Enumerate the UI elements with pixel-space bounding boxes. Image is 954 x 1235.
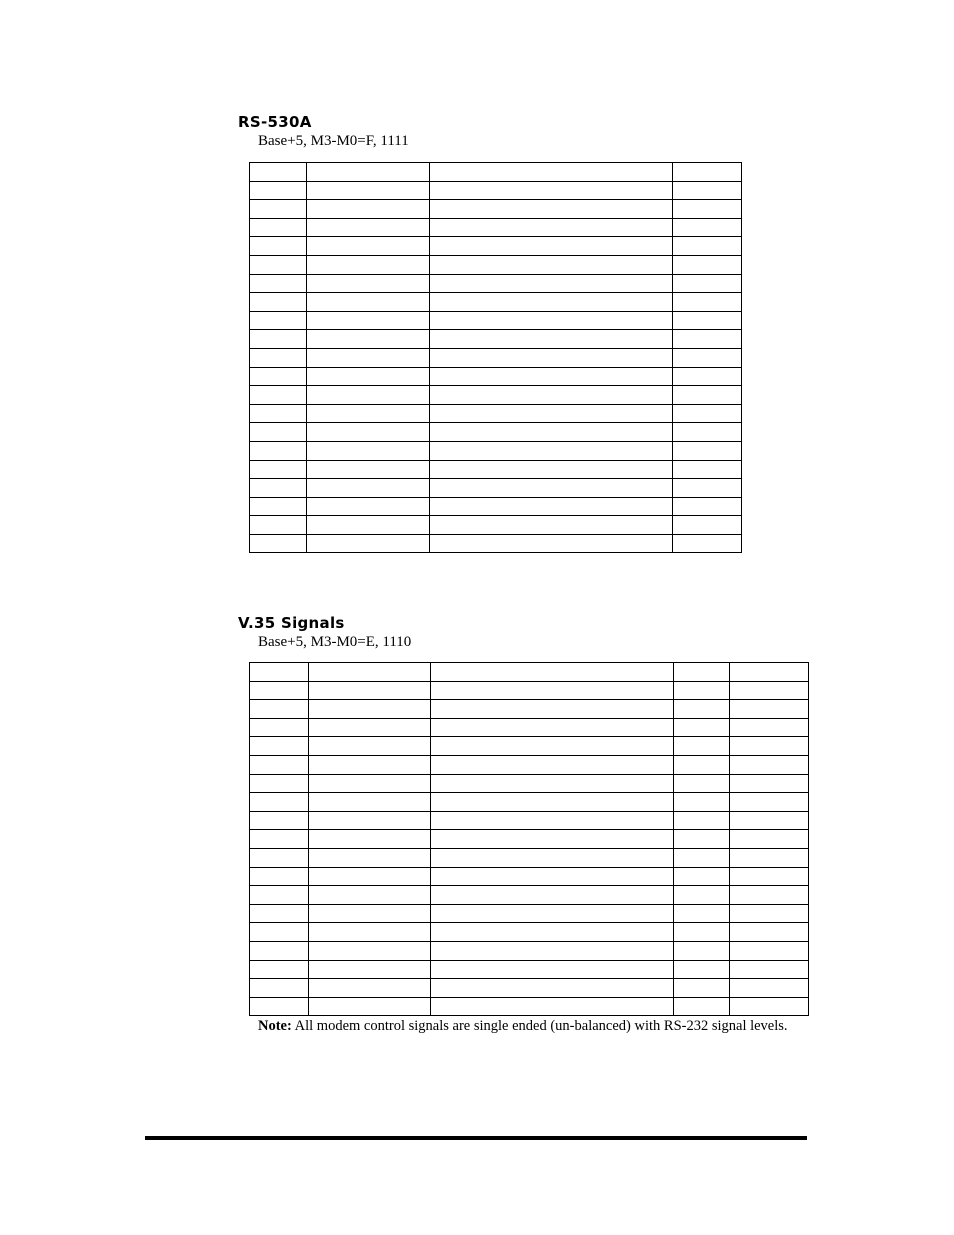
table-cell [309, 886, 431, 905]
table-cell [673, 274, 742, 293]
table-cell [730, 941, 809, 960]
table-cell [430, 534, 673, 553]
table-row [250, 367, 742, 386]
table-cell [309, 755, 431, 774]
table-row [250, 811, 809, 830]
table-cell [307, 367, 430, 386]
table-cell [674, 718, 730, 737]
table-cell [673, 534, 742, 553]
table-cell [431, 923, 674, 942]
table-cell [431, 793, 674, 812]
table-cell [730, 904, 809, 923]
table-cell [250, 886, 309, 905]
table-row [250, 237, 742, 256]
table-cell [309, 774, 431, 793]
table-cell [307, 181, 430, 200]
table-row [250, 941, 809, 960]
table-cell [430, 200, 673, 219]
table-cell [250, 755, 309, 774]
table-cell [250, 516, 307, 535]
table-cell [730, 718, 809, 737]
table-row [250, 218, 742, 237]
rs530a-heading: RS-530A [238, 113, 312, 131]
table-cell [250, 923, 309, 942]
table-cell [309, 923, 431, 942]
table-cell [730, 811, 809, 830]
table-cell [307, 404, 430, 423]
table-cell [431, 867, 674, 886]
table-row [250, 497, 742, 516]
table-cell [250, 311, 307, 330]
table-row [250, 181, 742, 200]
table-cell [250, 404, 307, 423]
v35-table [249, 662, 809, 1016]
table-cell [307, 311, 430, 330]
note-text: All modem control signals are single ended (un-balanced) with RS-232 signal levels. [291, 1018, 788, 1034]
table-cell [674, 681, 730, 700]
table-cell [250, 163, 307, 182]
table-cell [674, 923, 730, 942]
table-cell [250, 663, 309, 682]
table-cell [309, 867, 431, 886]
table-cell [307, 497, 430, 516]
table-row [250, 718, 809, 737]
table-cell [307, 386, 430, 405]
table-cell [430, 386, 673, 405]
table-cell [307, 255, 430, 274]
table-row [250, 516, 742, 535]
table-cell [673, 330, 742, 349]
table-cell [250, 479, 307, 498]
table-cell [673, 348, 742, 367]
table-cell [431, 960, 674, 979]
table-cell [730, 923, 809, 942]
table-row [250, 330, 742, 349]
table-cell [250, 774, 309, 793]
table-cell [730, 755, 809, 774]
table-cell [431, 718, 674, 737]
table-cell [307, 441, 430, 460]
table-cell [673, 293, 742, 312]
table-cell [309, 904, 431, 923]
table-cell [250, 423, 307, 442]
table-cell [250, 997, 309, 1016]
table-cell [673, 181, 742, 200]
table-cell [250, 181, 307, 200]
table-cell [673, 516, 742, 535]
table-cell [250, 811, 309, 830]
table-cell [673, 441, 742, 460]
table-cell [674, 960, 730, 979]
table-cell [309, 793, 431, 812]
footer-rule [145, 1136, 807, 1140]
table-row [250, 793, 809, 812]
table-cell [250, 237, 307, 256]
table-cell [430, 163, 673, 182]
table-cell [430, 330, 673, 349]
table-cell [309, 848, 431, 867]
table-cell [307, 534, 430, 553]
v35-subtitle: Base+5, M3-M0=E, 1110 [258, 634, 412, 650]
table-row [250, 774, 809, 793]
table-row [250, 848, 809, 867]
table-cell [430, 181, 673, 200]
table-row [250, 404, 742, 423]
table-cell [430, 441, 673, 460]
table-cell [674, 941, 730, 960]
table-cell [250, 867, 309, 886]
table-cell [250, 348, 307, 367]
table-cell [431, 997, 674, 1016]
table-cell [730, 663, 809, 682]
table-cell [309, 979, 431, 998]
table-cell [307, 218, 430, 237]
table-cell [430, 255, 673, 274]
table-cell [307, 423, 430, 442]
table-row [250, 386, 742, 405]
table-cell [307, 330, 430, 349]
rs530a-table [249, 162, 742, 553]
table-cell [730, 774, 809, 793]
table-cell [674, 904, 730, 923]
table-cell [430, 479, 673, 498]
table-cell [430, 348, 673, 367]
table-cell [673, 311, 742, 330]
table-cell [431, 941, 674, 960]
table-cell [431, 681, 674, 700]
table-cell [673, 200, 742, 219]
table-row [250, 479, 742, 498]
table-cell [250, 681, 309, 700]
table-row [250, 867, 809, 886]
table-row [250, 997, 809, 1016]
rs530a-subtitle: Base+5, M3-M0=F, 1111 [258, 133, 409, 149]
table-row [250, 423, 742, 442]
note-label: Note: [258, 1018, 292, 1034]
table-cell [250, 941, 309, 960]
table-cell [431, 755, 674, 774]
table-cell [430, 423, 673, 442]
table-cell [309, 960, 431, 979]
table-cell [673, 423, 742, 442]
table-cell [730, 997, 809, 1016]
table-cell [673, 497, 742, 516]
table-cell [250, 700, 309, 719]
table-cell [250, 441, 307, 460]
table-row [250, 348, 742, 367]
table-cell [307, 274, 430, 293]
table-cell [309, 700, 431, 719]
table-cell [674, 793, 730, 812]
table-cell [250, 460, 307, 479]
table-cell [674, 774, 730, 793]
table-cell [674, 867, 730, 886]
table-cell [250, 330, 307, 349]
table-cell [309, 737, 431, 756]
table-row [250, 886, 809, 905]
table-cell [431, 830, 674, 849]
table-cell [250, 293, 307, 312]
table-cell [431, 663, 674, 682]
table-cell [250, 534, 307, 553]
table-cell [250, 848, 309, 867]
table-row [250, 904, 809, 923]
table-row [250, 200, 742, 219]
table-cell [673, 163, 742, 182]
table-cell [674, 700, 730, 719]
table-cell [431, 886, 674, 905]
table-cell [307, 293, 430, 312]
note [258, 1018, 788, 1035]
table-row [250, 923, 809, 942]
table-cell [307, 460, 430, 479]
table-cell [673, 367, 742, 386]
table-row [250, 663, 809, 682]
table-cell [430, 293, 673, 312]
table-cell [673, 460, 742, 479]
table-row [250, 441, 742, 460]
table-row [250, 737, 809, 756]
table-cell [250, 979, 309, 998]
table-cell [309, 941, 431, 960]
table-row [250, 979, 809, 998]
table-row [250, 255, 742, 274]
table-cell [673, 404, 742, 423]
table-cell [250, 793, 309, 812]
table-cell [674, 979, 730, 998]
table-cell [309, 997, 431, 1016]
table-cell [674, 830, 730, 849]
table-cell [730, 737, 809, 756]
table-row [250, 960, 809, 979]
table-cell [431, 848, 674, 867]
table-row [250, 534, 742, 553]
table-cell [730, 886, 809, 905]
table-cell [309, 830, 431, 849]
table-row [250, 460, 742, 479]
table-cell [250, 274, 307, 293]
table-cell [674, 755, 730, 774]
table-cell [430, 404, 673, 423]
table-cell [309, 663, 431, 682]
table-row [250, 293, 742, 312]
table-cell [730, 960, 809, 979]
table-cell [730, 830, 809, 849]
table-row [250, 755, 809, 774]
table-row [250, 163, 742, 182]
table-cell [431, 774, 674, 793]
table-row [250, 700, 809, 719]
table-cell [430, 237, 673, 256]
table-cell [309, 681, 431, 700]
table-cell [309, 811, 431, 830]
table-cell [674, 886, 730, 905]
table-cell [673, 386, 742, 405]
table-cell [307, 479, 430, 498]
table-cell [430, 497, 673, 516]
table-cell [430, 274, 673, 293]
table-cell [673, 255, 742, 274]
table-cell [673, 218, 742, 237]
table-cell [430, 516, 673, 535]
table-cell [430, 367, 673, 386]
table-cell [307, 348, 430, 367]
table-cell [431, 904, 674, 923]
table-cell [730, 681, 809, 700]
table-cell [730, 848, 809, 867]
table-cell [730, 700, 809, 719]
table-cell [250, 830, 309, 849]
table-cell [250, 367, 307, 386]
table-cell [674, 848, 730, 867]
table-cell [250, 960, 309, 979]
table-row [250, 274, 742, 293]
table-cell [674, 997, 730, 1016]
table-cell [431, 979, 674, 998]
table-cell [307, 237, 430, 256]
table-cell [673, 479, 742, 498]
table-cell [309, 718, 431, 737]
table-cell [250, 200, 307, 219]
table-cell [250, 737, 309, 756]
table-cell [250, 218, 307, 237]
table-cell [250, 497, 307, 516]
table-cell [307, 200, 430, 219]
table-cell [730, 979, 809, 998]
v35-heading: V.35 Signals [238, 614, 345, 632]
table-cell [673, 237, 742, 256]
table-cell [430, 460, 673, 479]
table-cell [250, 386, 307, 405]
table-cell [431, 737, 674, 756]
table-cell [730, 867, 809, 886]
table-cell [307, 163, 430, 182]
table-row [250, 311, 742, 330]
table-cell [430, 311, 673, 330]
table-cell [674, 811, 730, 830]
table-cell [307, 516, 430, 535]
table-row [250, 830, 809, 849]
table-cell [250, 718, 309, 737]
table-cell [250, 904, 309, 923]
table-cell [674, 737, 730, 756]
table-row [250, 681, 809, 700]
table-cell [431, 700, 674, 719]
table-cell [730, 793, 809, 812]
table-cell [430, 218, 673, 237]
table-cell [250, 255, 307, 274]
table-cell [431, 811, 674, 830]
table-cell [674, 663, 730, 682]
